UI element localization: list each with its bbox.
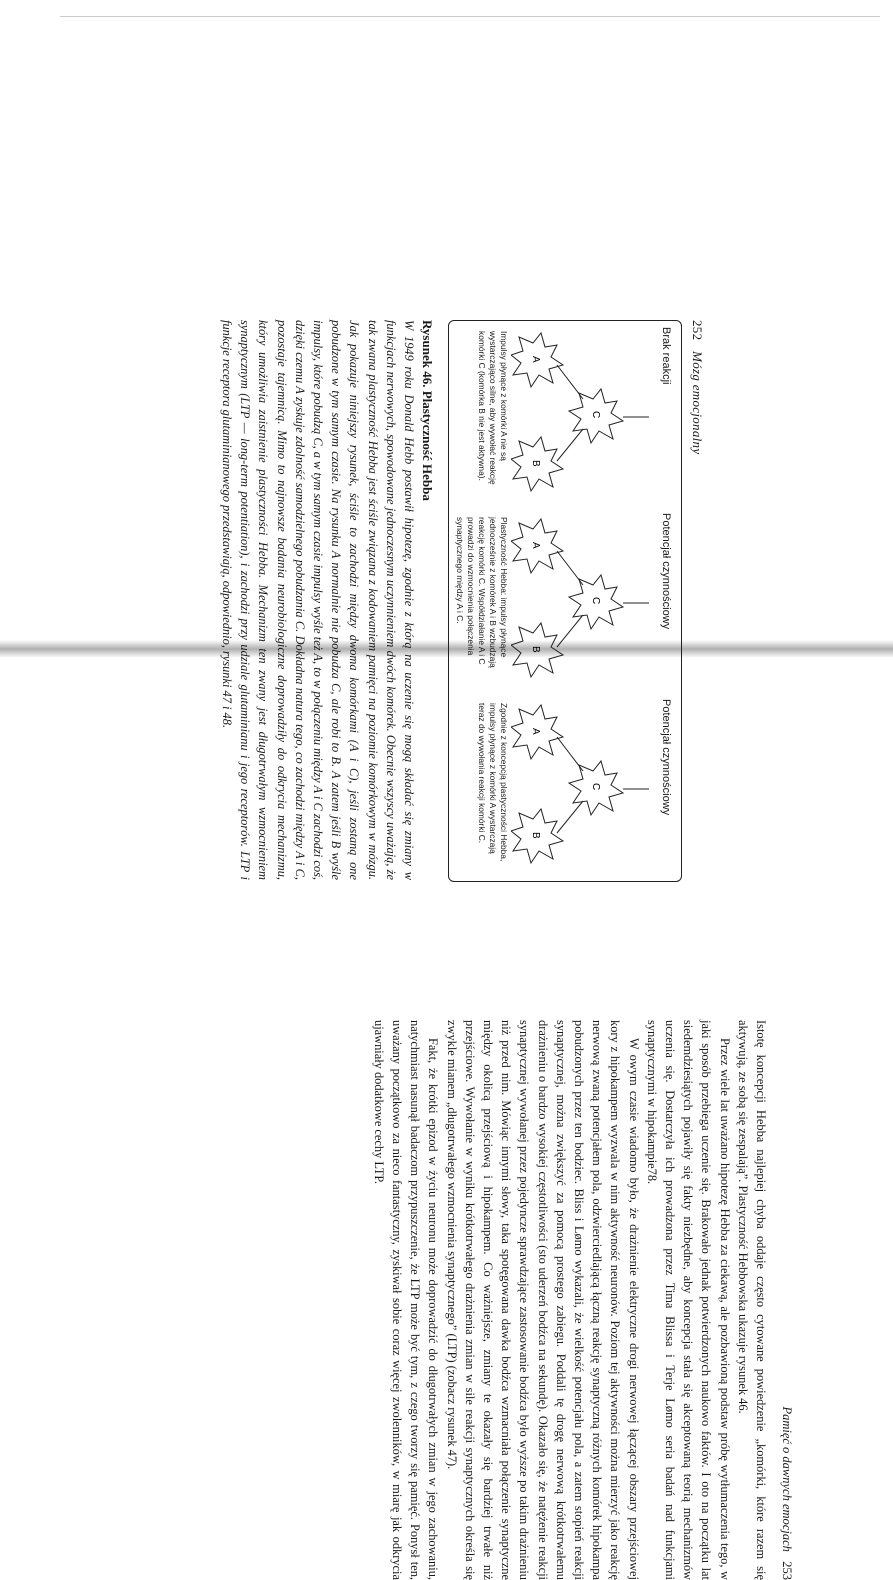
paragraph: W owym czasie wiadomo było, że drażnienie elektryczne drogi nerwowej łączącej obszary przejściowej kory z hipokampem wyzwala w nim aktywność neuronów. Poziom tej aktywności można mierzyć jako reakcję nerwową zwaną potencjałem pola, odzwierciedlającą łączną reakcję synaptyczną różnych komórek hipokampa pobudzonych przez ten bodziec. Bliss i Lømo wykazali, że wielkość potencjału pola, a zatem stopień reakcji synaptycznej, można zwiększyć za pomocą prostego zabiegu. Poddali tę drogę nerwową krótkotrwałemu drażnieniu o bardzo wysokiej częstotliwości (sto uderzeń bodźca na sekundę). Okazało się, że natężenie reakcji synaptycznej wywołanej przez pojedyncze sprawdzające zastosowanie bodźca było wyższe po takim drażnieniu niż przed nim. Mówiąc innymi słowy, taka spotęgowana dawka bodźca wzmacniała połączenie synaptyczne między okolicą przejściową i hipokampem. Co ważniejsze, zmiany te okazały się bardziej trwałe niż przejściowe. Wywołanie w wyniku krótkotrwałego drażnienia zmian w sile reakcji synaptycznych określa się zwykle mianem „długotrwałego wzmocnienia synaptycznego” (LTP) (zobacz rysunek 47).	[444, 1020, 641, 1580]
panel-title: Brak reakcji	[660, 327, 672, 385]
panel-note: Impulsy płynące z komórki A nie są wystarczająco silne, aby wywołać reakcję komórki C (komórka B nie jest aktywna).	[477, 331, 509, 485]
label-b: B	[530, 646, 541, 653]
right-page-header	[778, 1406, 796, 1580]
paragraph: Przez wiele lat uważano hipotezę Hebba za ciekawą, ale pozbawioną podstaw próbę wytłumaczenia tego, w jaki sposób przebiega uczenie się. Brakowało jednak potwierdzonych naukowo faktów. I oto na początku lat siedemdziesiątych pojawiły się fakty niezbędne, aby koncepcja stała się akceptowaną teorią mechanizmów uczenia się. Dostarczyła ich prowadzona przez Tima Blissa i Terje Lømo seria badań nad funkcjami synaptycznymi w hipokampie78.	[644, 1020, 732, 1580]
panel-note: Plastyczność Hebba: impulsy płynące jednocześnie z komórek A i B wzbudzają reakcję komórki C. Współdziałanie A i C prowadzi do wzmocnienia połączenia synaptycznego między A i C.	[455, 517, 509, 668]
axon-a-to-c	[557, 551, 583, 585]
label-a: A	[530, 728, 541, 735]
axon-b-to-c	[557, 615, 583, 647]
right-page-running-title: Pamięć o dawnych emocjach	[780, 1406, 794, 1552]
axon-a-to-c	[557, 365, 583, 399]
left-page-running-title: Mózg emocjonalny	[690, 351, 705, 455]
label-b: B	[530, 832, 541, 839]
label-a: A	[530, 356, 541, 363]
neuron-diagram	[511, 693, 661, 879]
panel-note: Zgodnie z koncepcją plastyczności Hebba, impulsy płynące z komórki A wystarczają teraz do wywołania reakcji komórki C.	[477, 703, 509, 862]
figure-46	[448, 320, 682, 882]
label-c: C	[590, 783, 601, 791]
axon-b-to-c	[557, 429, 583, 461]
figure-panel-no-response	[449, 321, 681, 507]
panel-title: Potencjał czynnościowy	[660, 699, 672, 816]
scan-artifact-top	[60, 16, 880, 17]
label-c: C	[590, 597, 601, 605]
right-page-number: 253	[780, 1561, 794, 1580]
figure-caption-body: W 1949 roku Donald Hebb postawił hipotezę, zgodnie z którą na uczenie się mogą składać się zmiany w funkcjach nerwowych, spowodowane jednoczesnym uczynnieniem dwóch komórek. Obecnie wszyscy uważają, że tak zwana plastyczność Hebba jest ściśle związana z kodowaniem pamięci na poziomie komórkowym w mózgu. Jak pokazuje niniejszy rysunek, ściśle to zachodzi między dwoma komórkami (A i C), jeśli zostaną one pobudzone w tym samym czasie. Na rysunku A normalnie nie pobudza C, ale robi to B. A zatem jeśli B wyśle impulsy, które pobudzą C, a w tym samym czasie impulsy wyśle też A, to w połączeniu między A i C zachodzi coś, dzięki czemu A zyskuje zdolność samodzielnego pobudzania C. Dokładna natura tego, co zachodzi między A i C, pozostaje tajemnicą. Mimo to najnowsze badania neurobiologiczne doprowadziły do odkrycia mechanizmu, który umożliwia zaistnienie plastyczności Hebba. Mechanizm ten zwany jest długotrwałym wzmocnieniem synaptycznym (LTP — long-term potentiation), i zachodzi przy udziale glutaminianu i jego receptorów. LTP i funkcje receptora glutaminianowego przedstawiają, odpowiednio, rysunki 47 i 48.	[219, 320, 416, 880]
neuron-diagram	[511, 507, 661, 693]
left-page-number: 252	[690, 320, 705, 341]
label-a: A	[530, 542, 541, 549]
paragraph: Istotę koncepcji Hebba najlepiej chyba oddaje często cytowane powiedzenie „komórki, które razem się aktywują, ze sobą się zespalają”. Plastyczność Hebbowska ukazuje rysunek 46.	[735, 1020, 768, 1580]
figure-caption-title: Rysunek 46. Plastyczność Hebba	[420, 320, 435, 501]
label-c: C	[590, 411, 601, 419]
figure-panel-potentiated	[449, 693, 681, 879]
panel-title: Potencjał czynnościowy	[660, 513, 672, 630]
right-page	[160, 1020, 800, 1580]
axon-b-to-c	[557, 801, 583, 833]
left-page	[150, 320, 710, 880]
axon-a-to-c	[557, 737, 583, 771]
paragraph: Fakt, że krótki epizod w życiu neuronu może doprowadzić do długotrwałych zmian w jego zachowaniu, natychmiast nasunął badaczom przypuszczenie, że LTP może być tym, z czego tworzy się pamięć. Ponysł ten, uważany początkowo za nieco fantastyczny, zyskiwał sobie coraz więcej zwolenników, w miarę jak odkrycia ujawniały dodatkowe cechy LTP.	[371, 1020, 441, 1580]
label-b: B	[530, 460, 541, 467]
right-page-body	[370, 1020, 770, 1580]
figure-panel-hebbian	[449, 507, 681, 693]
left-page-header	[688, 320, 706, 454]
neuron-diagram	[511, 321, 661, 507]
